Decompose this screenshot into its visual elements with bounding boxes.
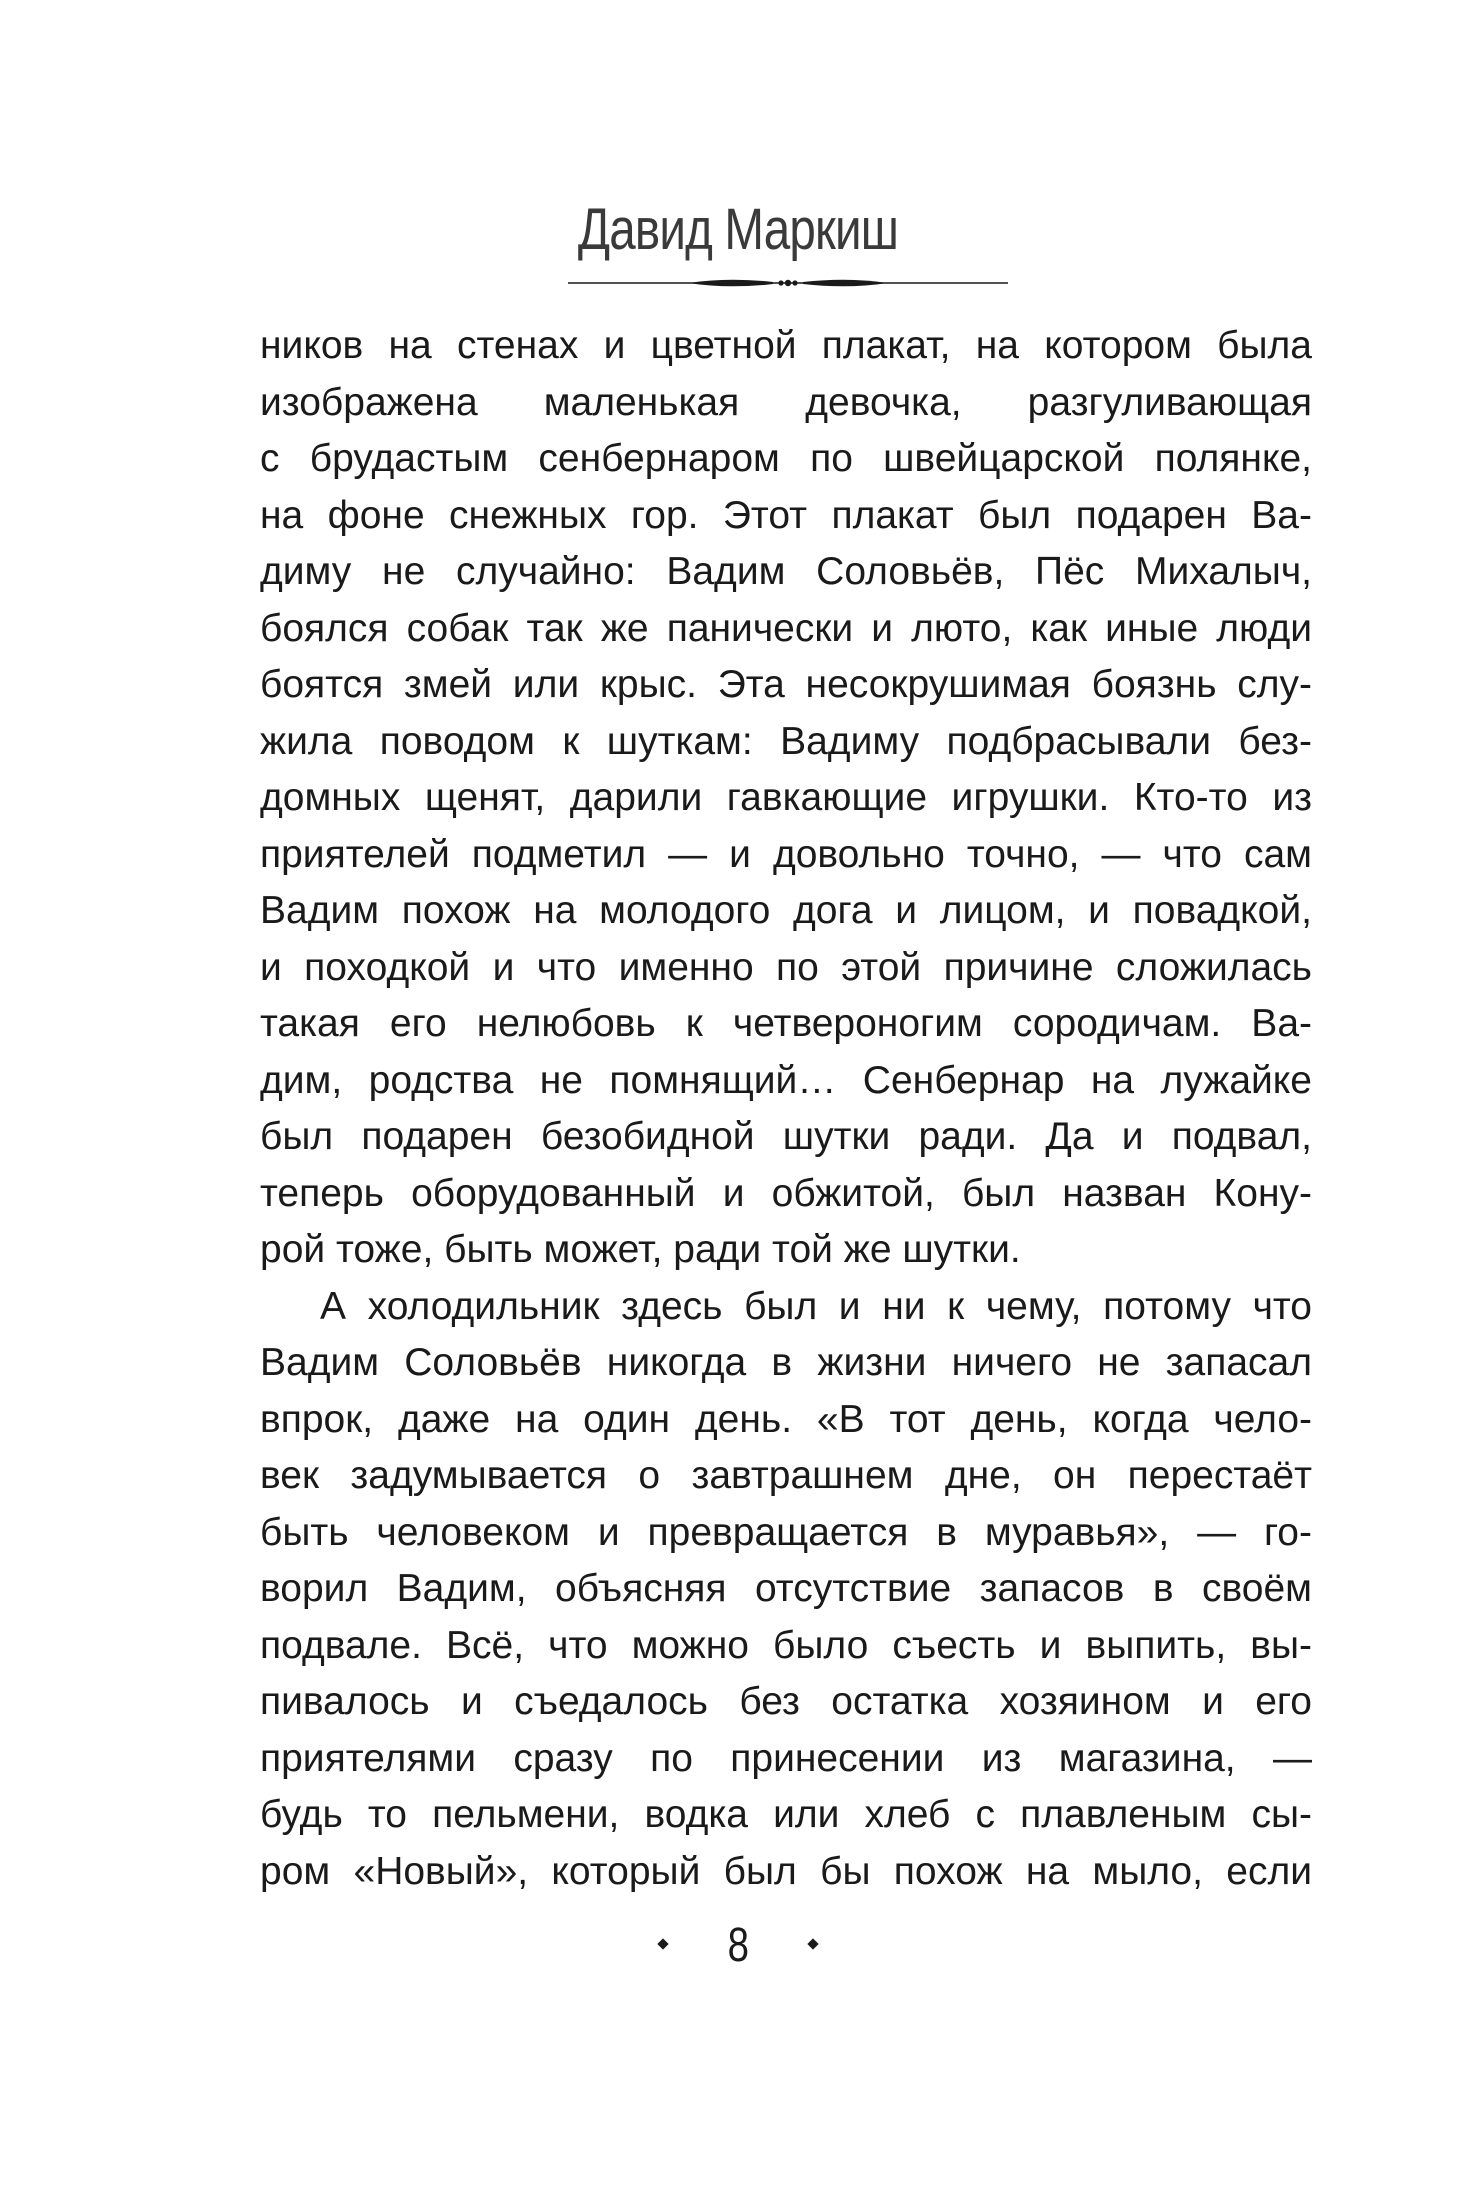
text-line: домных щенят, дарили гавкающие игрушки. Кто-то из (260, 776, 1312, 819)
text-line: ром «Новый», который был бы похож на мыло, если (260, 1849, 1312, 1893)
paragraph-start-line: А холодильник здесь был и ни к чему, потому что (320, 1284, 1312, 1328)
text-line: теперь оборудованный и обжитой, был назван Кону- (260, 1171, 1312, 1215)
text-line: приятелей подметил — и довольно точно, — что сам (260, 832, 1312, 876)
running-head-author: Давид Маркиш (577, 197, 899, 262)
diamond-bullet-icon (657, 1939, 668, 1950)
text-line: и походкой и что именно по этой причине сложилась (260, 945, 1312, 989)
text-line: будь то пельмени, водка или хлеб с плавленым сы- (260, 1793, 1312, 1836)
text-line: Вадим Соловьёв никогда в жизни ничего не запасал (260, 1341, 1312, 1384)
text-line: Вадим похож на молодого дога и лицом, и повадкой, (260, 889, 1312, 932)
text-line: приятелями сразу по принесении из магазина, — (260, 1736, 1312, 1780)
text-line: диму не случайно: Вадим Соловьёв, Пёс Михалыч, (260, 550, 1312, 593)
page-number: 8 (727, 1919, 749, 1972)
text-line: впрок, даже на один день. «В тот день, когда чело- (260, 1397, 1312, 1441)
text-line: быть человеком и превращается в муравья», — го- (260, 1510, 1312, 1554)
text-line: жила поводом к шуткам: Вадиму подбрасывали без- (260, 719, 1312, 763)
text-line: с брудастым сенбернаром по швейцарской полянке, (260, 437, 1312, 480)
text-line: боялся собак так же панически и люто, как иные люди (260, 606, 1312, 650)
header-ornament-divider (568, 272, 1008, 294)
paragraph-end-line: рой тоже, быть может, ради той же шутки. (260, 1228, 1021, 1271)
text-line: боятся змей или крыс. Эта несокрушимая боязнь слу- (260, 663, 1312, 706)
text-line: изображена маленькая девочка, разгуливающая (260, 380, 1312, 424)
text-line: ворил Вадим, объясняя отсутствие запасов в своём (260, 1567, 1312, 1610)
page-footer (0, 1918, 1476, 1973)
text-line: пивалось и съедалось без остатка хозяином и его (260, 1680, 1312, 1723)
text-line: подвале. Всё, что можно было съесть и выпить, вы- (260, 1623, 1312, 1667)
text-line: ников на стенах и цветной плакат, на котором была (260, 324, 1312, 367)
text-line: на фоне снежных гор. Этот плакат был подарен Ва- (260, 493, 1312, 537)
text-line: дим, родства не помнящий… Сенбернар на лужайке (260, 1058, 1312, 1102)
text-line: был подарен безобидной шутки ради. Да и подвал, (260, 1115, 1312, 1158)
body-text (260, 318, 1312, 1900)
text-line: такая его нелюбовь к четвероногим сородичам. Ва- (260, 1002, 1312, 1045)
text-line: век задумывается о завтрашнем дне, он перестаёт (260, 1454, 1312, 1497)
diamond-bullet-icon (808, 1939, 819, 1950)
